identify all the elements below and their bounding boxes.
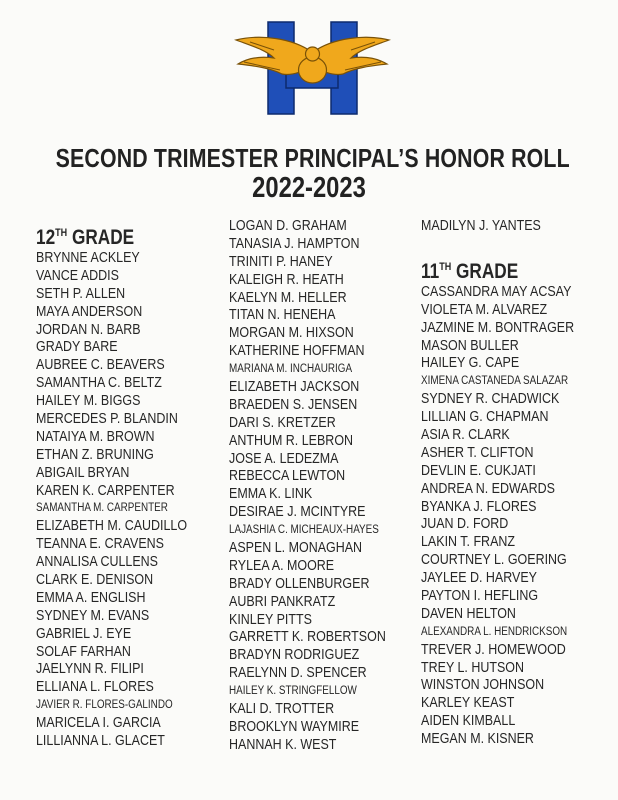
student-name: RAELYNN D. SPENCER	[229, 665, 367, 682]
student-name: AIDEN KIMBALL	[421, 713, 516, 730]
student-name: WINSTON JOHNSON	[421, 677, 545, 694]
student-name: BRYNNE ACKLEY	[36, 250, 140, 266]
student-name: NATAIYA M. BROWN	[36, 428, 155, 445]
student-name: BRADY OLLENBURGER	[229, 575, 370, 592]
student-name: ELIZABETH JACKSON	[229, 379, 360, 396]
student-name: TITAN N. HENEHA	[229, 307, 336, 324]
student-name: SYDNEY M. EVANS	[36, 607, 150, 624]
student-name: VIOLETA M. ALVAREZ	[421, 301, 548, 318]
student-name: MEGAN M. KISNER	[421, 731, 534, 748]
student-name: KATHERINE HOFFMAN	[229, 343, 365, 360]
student-name: DEVLIN E. CUKJATI	[421, 462, 536, 479]
grade-heading-12: 12TH GRADE	[36, 226, 135, 249]
student-name: AUBRI PANKRATZ	[229, 593, 336, 610]
school-year: 2022-2023	[252, 172, 366, 204]
student-name: BYANKA J. FLORES	[421, 498, 537, 515]
student-name: JUAN D. FORD	[421, 516, 509, 533]
student-name: KALEIGH R. HEATH	[229, 271, 344, 288]
student-name: MARIANA M. INCHAURIGA	[229, 363, 353, 376]
column-12th-grade	[36, 222, 236, 751]
student-name: TRINITI P. HANEY	[229, 253, 333, 270]
student-name: RYLEA A. MOORE	[229, 557, 335, 574]
student-name: KALI D. TROTTER	[229, 701, 335, 718]
student-name: SETH P. ALLEN	[36, 285, 126, 302]
student-name: ELLIANA L. FLORES	[36, 679, 154, 696]
student-name: JAYLEE D. HARVEY	[421, 570, 537, 587]
student-name: HANNAH K. WEST	[229, 736, 337, 753]
student-name: ANDREA N. EDWARDS	[421, 480, 555, 497]
student-name: LAJASHIA C. MICHEAUX-HAYES	[229, 524, 379, 537]
student-name: GRADY BARE	[36, 339, 118, 356]
student-name: KARLEY KEAST	[421, 695, 515, 712]
student-name: KAELYN M. HELLER	[229, 289, 347, 306]
student-name: LOGAN D. GRAHAM	[229, 218, 347, 234]
name-list	[229, 218, 429, 755]
name-list	[421, 284, 618, 749]
student-name: PAYTON I. HEFLING	[421, 588, 539, 605]
student-name: HAILEY G. CAPE	[421, 355, 520, 372]
student-name: VANCE ADDIS	[36, 267, 119, 284]
student-name: MAYA ANDERSON	[36, 303, 143, 320]
student-name: KINLEY PITTS	[229, 611, 312, 628]
student-name: SAMANTHA C. BELTZ	[36, 375, 162, 392]
student-name: GABRIEL J. EYE	[36, 625, 132, 642]
student-name: REBECCA LEWTON	[229, 468, 346, 485]
student-name: ASHER T. CLIFTON	[421, 444, 534, 461]
student-name: JOSE A. LEDEZMA	[229, 450, 339, 467]
student-name: LILLIAN G. CHAPMAN	[421, 409, 549, 426]
student-name: MERCEDES P. BLANDIN	[36, 411, 178, 428]
student-name: TREY L. HUTSON	[421, 659, 525, 676]
column-12th-grade-continued	[229, 218, 429, 755]
page-title: SECOND TRIMESTER PRINCIPAL’S HONOR ROLL	[55, 143, 570, 173]
student-name: ANNALISA CULLENS	[36, 554, 158, 571]
student-name: BRAEDEN S. JENSEN	[229, 396, 358, 413]
student-name: JAELYNN R. FILIPI	[36, 661, 144, 678]
student-name: ASPEN L. MONAGHAN	[229, 540, 363, 557]
student-name: HAILEY K. STRINGFELLOW	[229, 685, 357, 698]
student-name: CLARK E. DENISON	[36, 572, 154, 589]
student-name: XIMENA CASTANEDA SALAZAR	[421, 375, 569, 388]
student-name: TEANNA E. CRAVENS	[36, 536, 164, 553]
student-name: GARRETT K. ROBERTSON	[229, 629, 386, 646]
student-name: JORDAN N. BARB	[36, 321, 141, 338]
student-name: DAVEN HELTON	[421, 605, 516, 622]
student-name: COURTNEY L. GOERING	[421, 552, 567, 569]
name-list	[36, 250, 236, 751]
student-name: BROOKLYN WAYMIRE	[229, 718, 360, 735]
school-logo-h-eagle-icon	[230, 20, 395, 120]
student-name: AUBREE C. BEAVERS	[36, 357, 165, 374]
student-name: EMMA K. LINK	[229, 486, 313, 503]
grade-heading-11: 11TH GRADE	[421, 259, 519, 283]
student-name: ALEXANDRA L. HENDRICKSON	[421, 625, 568, 638]
student-name: TREVER J. HOMEWOOD	[421, 641, 566, 658]
student-name: ANTHUM R. LEBRON	[229, 432, 354, 449]
student-name: ASIA R. CLARK	[421, 427, 510, 444]
student-name: LILLIANNA L. GLACET	[36, 733, 165, 750]
student-name: DESIRAE J. MCINTYRE	[229, 504, 366, 521]
student-name: MORGAN M. HIXSON	[229, 325, 354, 342]
column-11th-grade	[421, 218, 618, 749]
student-name: SAMANTHA M. CARPENTER	[36, 502, 168, 515]
student-name: HAILEY M. BIGGS	[36, 393, 141, 410]
student-name: SOLAF FARHAN	[36, 643, 131, 660]
student-name: KAREN K. CARPENTER	[36, 482, 175, 499]
student-name: MASON BULLER	[421, 337, 519, 354]
student-name: MARICELA I. GARCIA	[36, 715, 161, 732]
student-name: ABIGAIL BRYAN	[36, 464, 130, 481]
student-name: ELIZABETH M. CAUDILLO	[36, 518, 188, 535]
student-name: SYDNEY R. CHADWICK	[421, 391, 560, 408]
student-name: JAZMINE M. BONTRAGER	[421, 319, 575, 336]
student-name: LAKIN T. FRANZ	[421, 534, 516, 551]
student-name: DARI S. KRETZER	[229, 414, 336, 431]
student-name: MADILYN J. YANTES	[421, 218, 541, 234]
student-name: CASSANDRA MAY ACSAY	[421, 283, 572, 300]
student-name: ETHAN Z. BRUNING	[36, 446, 154, 463]
student-name: JAVIER R. FLORES-GALINDO	[36, 699, 173, 712]
student-name: TANASIA J. HAMPTON	[229, 235, 360, 252]
student-name: BRADYN RODRIGUEZ	[229, 647, 360, 664]
name-list	[421, 218, 618, 236]
student-name: EMMA A. ENGLISH	[36, 589, 146, 606]
